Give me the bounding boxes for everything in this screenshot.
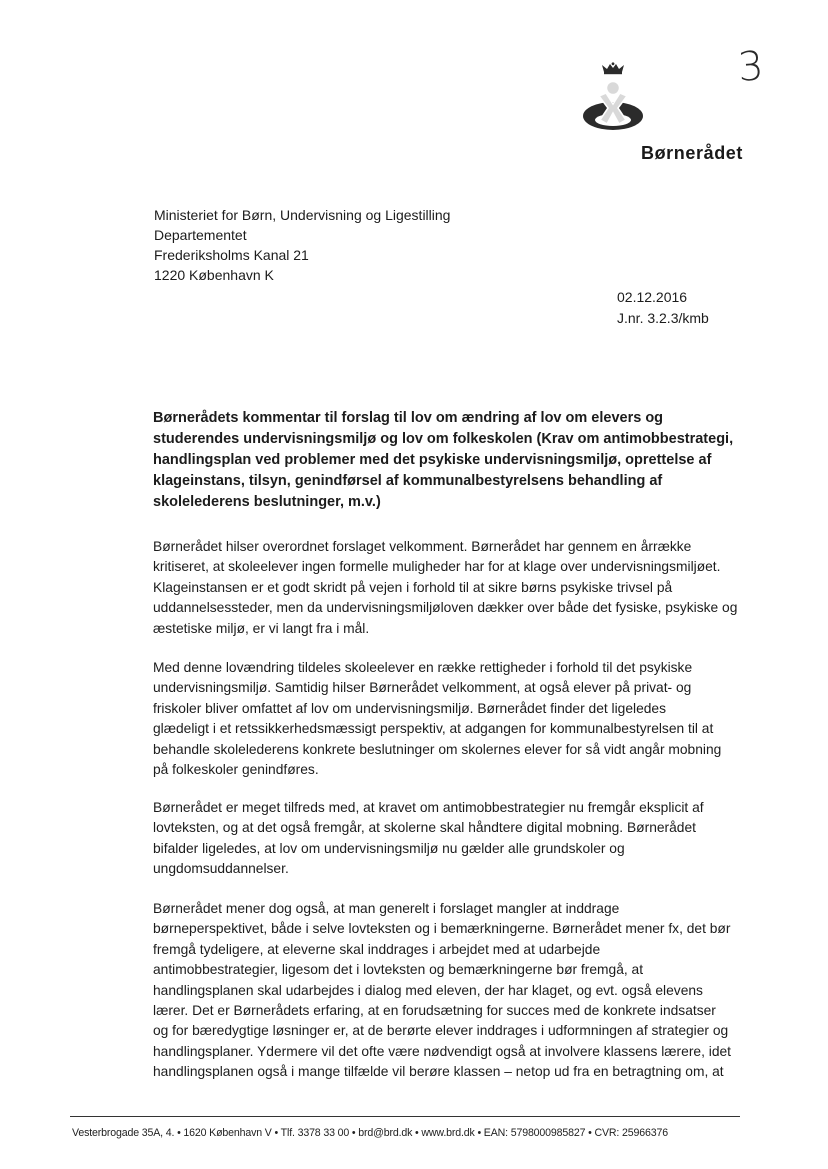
body-paragraph	[153, 537, 773, 639]
paragraph-line: glædeligt i et retssikkerhedsmæssigt perspektiv, at adgangen for kommunalbestyrelsen til at	[153, 721, 714, 737]
paragraph-line: undervisningsmiljø. Samtidig hilser Børnerådet velkomment, at også elever på privat- og	[153, 680, 692, 696]
address-line: 1220 København K	[154, 267, 274, 283]
paragraph-line: lovteksten, og at det også fremgår, at skolerne skal håndtere digital mobning. Børnerådet	[153, 820, 696, 836]
paragraph-line: børneperspektivet, både i selve lovteksten og i bemærkningerne. Børnerådet mener fx, det bør	[153, 921, 731, 937]
paragraph-line: handlingsplanen skal udarbejdes i dialog med eleven, der har klaget, og evt. også elevens	[153, 982, 703, 998]
paragraph-line: handlingsplaner. Ydermere vil det ofte være nødvendigt også at involvere klassens lærere, idet	[153, 1043, 732, 1059]
paragraph-line: behandle skolelederens konkrete beslutninger om skolernes elever for så vidt angår mobning	[153, 741, 722, 757]
title-line: klageinstans, tilsyn, genindførsel af kommunalbestyrelsens behandling af	[153, 473, 663, 489]
letter-title	[153, 408, 753, 513]
paragraph-line: bifalder ligeledes, at lov om undervisningsmiljø nu gælder alle grundskoler og	[153, 840, 625, 856]
address-line: Frederiksholms Kanal 21	[154, 247, 309, 263]
body-paragraph	[153, 899, 773, 1083]
paragraph-line: æstetiske miljø, er vi langt fra i mål.	[153, 620, 370, 636]
title-line: skolelederens beslutninger, m.v.)	[153, 494, 381, 510]
paragraph-line: lærer. Det er Børnerådets erfaring, at en forudsætning for succes med de konkrete indsatser	[153, 1003, 716, 1019]
paragraph-line: Børnerådet er meget tilfreds med, at kravet om antimobbestrategier nu fremgår eksplicit af	[153, 800, 704, 815]
address-line: Departementet	[154, 227, 247, 243]
title-line: Børnerådets kommentar til forslag til lov om ændring af lov om elevers og	[153, 410, 664, 426]
handwritten-page-number: 3	[736, 43, 766, 91]
paragraph-line: på folkeskoler genindføres.	[153, 762, 319, 778]
paragraph-line: Børnerådet mener dog også, at man generelt i forslaget mangler at inddrage	[153, 901, 620, 916]
paragraph-line: ungdomsuddannelser.	[153, 861, 289, 877]
paragraph-line: Med denne lovændring tildeles skoleelever en række rettigheder i forhold til det psykiske	[153, 660, 693, 675]
body-paragraph	[153, 798, 773, 880]
paragraph-line: og for bæredygtige løsninger er, at de berørte elever inddrages i udformningen af strategier og	[153, 1023, 729, 1039]
paragraph-line: handlingsplanen også i mange tilfælde vil berøre klassen – netop ud fra en betragtning om, at	[153, 1064, 724, 1080]
paragraph-line: fremgå tydeligere, at eleverne skal inddrages i arbejdet med at udarbejde	[153, 941, 601, 957]
body-paragraph	[153, 658, 773, 780]
paragraph-line: Børnerådet hilser overordnet forslaget velkomment. Børnerådet har gennem en årrække	[153, 539, 692, 554]
footer-divider	[70, 1116, 740, 1117]
crown-icon	[602, 62, 624, 74]
borneraadet-logo	[582, 62, 644, 142]
letter-date: 02.12.2016	[617, 289, 688, 305]
title-line: studerendes undervisningsmiljø og lov om folkeskolen (Krav om antimobbestrategi,	[153, 431, 734, 447]
paragraph-line: Klageinstansen er et godt skridt på vejen i forhold til at sikre børns psykiske trivsel på	[153, 579, 673, 595]
brand-name: Børnerådet	[640, 143, 743, 163]
paragraph-line: kritiseret, at skoleelever ingen formelle muligheder har for at klage over undervisningsmiljøet.	[153, 559, 721, 575]
title-line: handlingsplan ved problemer med det psykiske undervisningsmiljø, oprettelse af	[153, 452, 712, 468]
paragraph-line: friskoler bliver omfattet af lov om undervisningsmiljø. Børnerådet finder det ligeledes	[153, 700, 667, 716]
paragraph-line: uddannelsessteder, men da undervisningsmiljøloven dækker over både det fysiske, psykiske og	[153, 600, 738, 616]
letter-meta	[617, 287, 709, 329]
recipient-address	[154, 205, 450, 285]
footer-contact: Vesterbrogade 35A, 4. • 1620 København V • Tlf. 3378 33 00 • brd@brd.dk • www.brd.dk • EAN: 5798000985827 • CVR: 25966376	[72, 1127, 668, 1139]
address-line: Ministeriet for Børn, Undervisning og Ligestilling	[154, 207, 451, 223]
paragraph-line: antimobbestrategier, ligesom det i lovteksten og bemærkningerne bør fremgå, at	[153, 962, 644, 978]
journal-number: J.nr. 3.2.3/kmb	[617, 310, 709, 326]
